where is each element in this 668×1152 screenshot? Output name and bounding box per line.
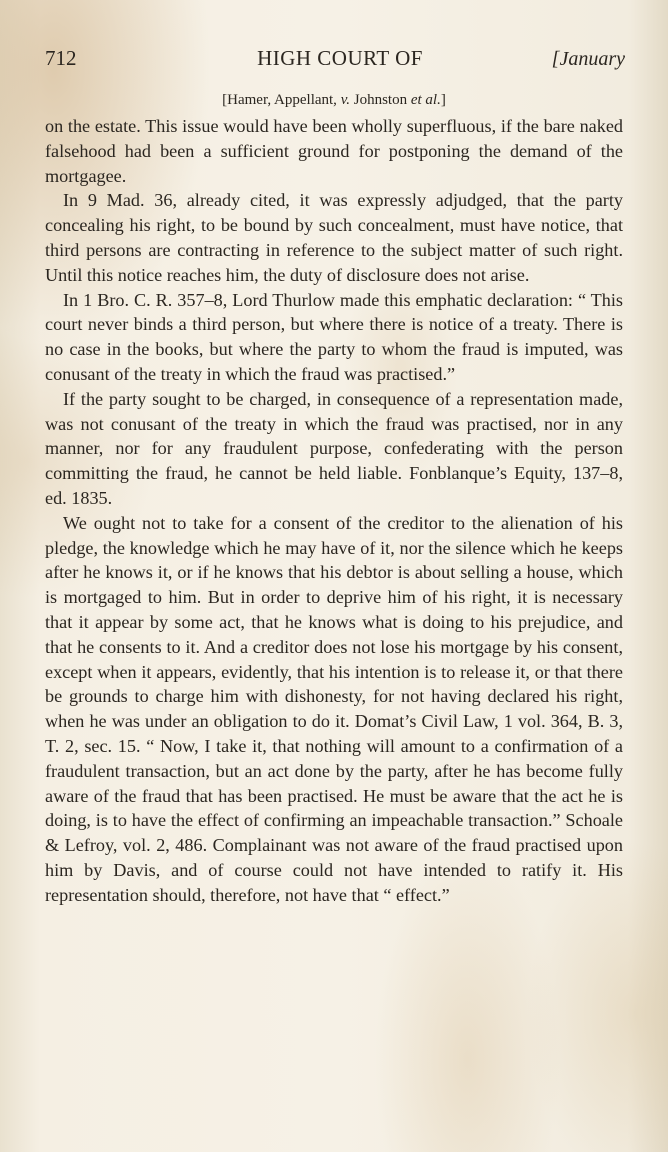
paragraph-thurlow: In 1 Bro. C. R. 357–8, Lord Thurlow made this emphatic declaration: “ This court never binds a third person, but where there is notice of a treaty. There is no case in the books, but where the party to whom the fraud is imputed, was conusant of the treaty in which the fraud was practised.” — [45, 289, 623, 384]
case-caption-middle: Johnston — [349, 92, 411, 108]
case-caption — [0, 92, 668, 109]
paragraph-domat: We ought not to take for a consent of the creditor to the alienation of his pledge, the knowledge which he may have of it, nor the silence which he keeps after he knows it, or if he knows that his debtor is about selling a house, which is mortgaged to him. But in order to deprive him of his right, it is necessary that it appear by some act, that he knows what is doing to his prejudice, and that he consents to it. And a creditor does not lose his mortgage by his consent, except when it appears, evidently, that his intention is to release it, or that there be grounds to charge him with dishonesty, for not having declared his right, when he was under an obligation to do it. Domat’s Civil Law, 1 vol. 364, B. 3, T. 2, sec. 15. “ Now, I take it, that nothing will amount to a confirmation of a fraudulent transaction, but an act done by the party, after he has become fully aware of the fraud that has been practised. He must be aware that the act he is doing, is to have the effect of confirming an impeachable transaction.” Schoale & Lefroy, vol. 2, 486. Complainant was not aware of the fraud practised upon him by Davis, and of course could not have intended to ratify it. His representation should, therefore, not have that “ effect.” — [45, 512, 623, 905]
body-text — [45, 114, 623, 908]
paragraph-mad: In 9 Mad. 36, already cited, it was expressly adjudged, that the party concealing his right, to be bound by such concealment, must have notice, that third persons are contracting in reference to the subject matter of such right. Until this notice reaches him, the duty of disclosure does not arise. — [45, 190, 623, 285]
case-caption-suffix: ] — [440, 92, 446, 108]
case-caption-prefix: [Hamer, Appellant, — [222, 92, 341, 108]
paragraph-fonblanque: If the party sought to be charged, in consequence of a representation made, was not conusant of the treaty in which the fraud was practised, nor in any manner, nor for any fraudulent purpose, confederating with the person committing the fraud, he cannot be held liable. Fonblanque’s Equity, 137–8, ed. 1835. — [45, 388, 623, 508]
case-caption-et-al: et al. — [410, 92, 441, 108]
running-head — [45, 46, 625, 76]
case-caption-versus: v. — [340, 92, 350, 108]
term-label: [January — [551, 48, 625, 70]
page-number: 712 — [45, 46, 77, 70]
paragraph-continuation: on the estate. This issue would have been wholly superfluous, if the bare naked falsehood had been a sufficient ground for postponing the demand of the mortgagee. — [45, 116, 623, 186]
running-title: HIGH COURT OF — [257, 46, 423, 70]
